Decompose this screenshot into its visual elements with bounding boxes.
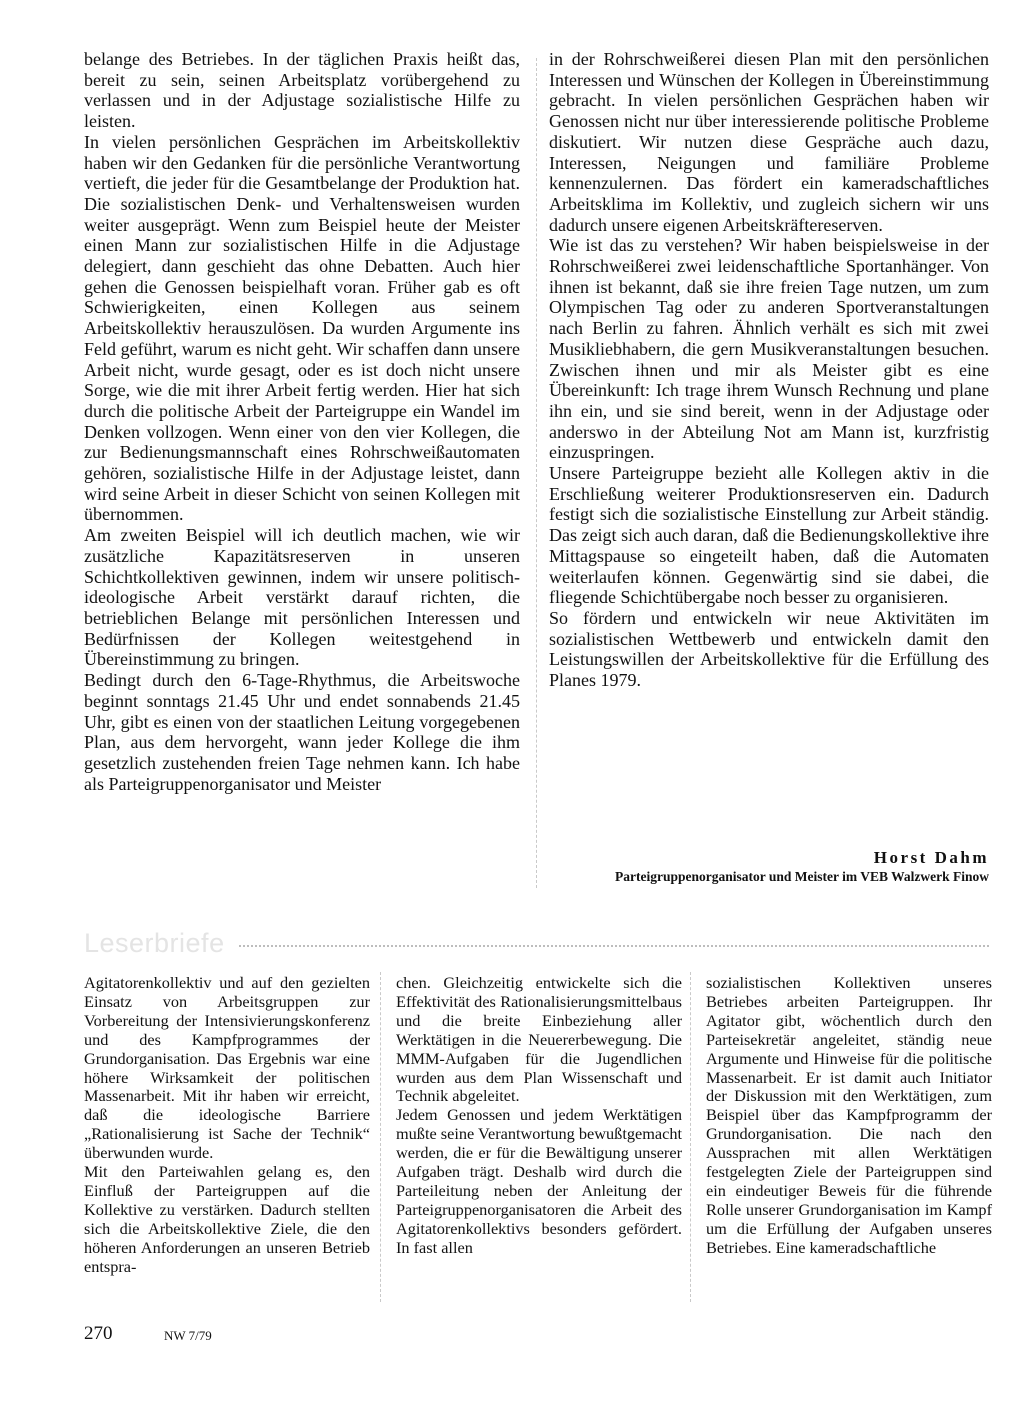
letters-column-1 (84, 974, 370, 1277)
section-title: Leserbriefe (84, 928, 225, 958)
column-divider (690, 972, 691, 1302)
author-name: Horst Dahm (873, 848, 989, 867)
article-column-left (84, 49, 520, 794)
paragraph: belange des Betriebes. In der täglichen Praxis heißt das, bereit zu sein, seinen Arbeitsplatz vorübergehend zu verlassen und in der Adjustage sozialistische Hilfe zu leisten. (84, 49, 520, 132)
page-number: 270 (84, 1323, 113, 1344)
letters-column-3 (706, 974, 992, 1258)
letters-column-2 (396, 974, 682, 1258)
paragraph: So fördern und entwickeln wir neue Aktivitäten im sozialistischen Wettbewerb und entwickeln damit den Leistungswillen der Arbeitskollektive für die Erfüllung des Planes 1979. (549, 607, 989, 691)
author-signature (549, 848, 989, 885)
article-column-right (549, 49, 989, 691)
paragraph: Agitatorenkollektiv und auf den gezielten Einsatz von Arbeitsgruppen zur Vorbereitung der Intensivierungskonferenz und des Kampfprogrammes der Grundorganisation. Das Ergebnis war eine höhere Wirksamkeit der politischen Massenarbeit. Mit ihr haben wir erreicht, daß die ideologische Barriere „Rationalisierung ist Sache der Technik“ überwunden wurde. (84, 973, 370, 1163)
author-title: Parteigruppenorganisator und Meister im VEB Walzwerk Finow (615, 869, 989, 884)
column-divider (380, 972, 381, 1302)
letters-section-header (84, 928, 989, 958)
column-divider (536, 58, 537, 888)
paragraph: in der Rohrschweißerei diesen Plan mit den persönlichen Interessen und Wünschen der Kollegen in Übereinstimmung gebracht. In vielen persönlichen Gesprächen haben wir Genossen nicht nur über interessierende politische Probleme diskutiert. Wir nutzen diese Gespräche auch dazu, Interessen, Neigungen und familiäre Probleme kennenzulernen. Das fördert ein kameradschaftliches Arbeitsklima im Kollektiv, und zugleich sichern wir uns dadurch unsere eigenen Arbeitskräftereserven. (549, 49, 989, 235)
paragraph: Am zweiten Beispiel will ich deutlich machen, wie wir zusätzliche Kapazitätsreserven in unseren Schichtkollektiven gewinnen, indem wir unsere politisch-ideologische Arbeit verstärkt darauf richten, die betrieblichen Belange mit persönlichen Interessen und Bedürfnissen der Kollegen weitestgehend in Übereinstimmung zu bringen. (84, 525, 520, 670)
paragraph: Jedem Genossen und jedem Werktätigen mußte seine Verantwortung bewußtgemacht werden, die er für die Bewältigung unserer Aufgaben trägt. Deshalb wird durch die Parteileitung neben der Anleitung der Parteigruppenorganisatoren die Arbeit des Agitatorenkollektivs besonders gefördert. In fast allen (396, 1105, 682, 1257)
paragraph: sozialistischen Kollektiven unseres Betriebes arbeiten Parteigruppen. Ihr Agitator gibt, wöchentlich durch den Parteisekretär angeleitet, ständig neue Argumente und Hinweise für die politische Massenarbeit. Er ist damit auch Initiator der Diskussion mit den Werktätigen, zum Beispiel über das Kampfprogramm der Grundorganisation. Die nach den Aussprachen mit allen Werktätigen festgelegten Ziele der Parteigruppen sind ein eindeutiger Beweis für die führende Rolle unserer Grundorganisation im Kampf um die Erfüllung der Aufgaben unseres Betriebes. Eine kameradschaftliche (706, 973, 992, 1257)
section-divider (239, 945, 989, 947)
paragraph: Bedingt durch den 6-Tage-Rhythmus, die Arbeitswoche beginnt sonntags 21.45 Uhr und endet sonnabends 21.45 Uhr, gibt es einen von der staatlichen Leitung vorgegebenen Plan, aus dem hervorgeht, wann jeder Kollege die ihm gesetzlich zustehenden freien Tage nehmen kann. Ich habe als Parteigruppenorganisator und Meister (84, 670, 520, 794)
issue-label: NW 7/79 (164, 1328, 212, 1343)
paragraph: In vielen persönlichen Gesprächen im Arbeitskollektiv haben wir den Gedanken für die persönliche Verantwortung vertieft, die jeder für die Gesamtbelange der Produktion hat. Die sozialistischen Denk- und Verhaltensweisen wurden weiter ausgeprägt. Wenn zum Beispiel heute der Meister einen Mann zur sozialistischen Hilfe in die Adjustage delegiert, dann geschieht das ohne Debatten. Auch hier gehen die Genossen beispielhaft voran. Früher gab es oft Schwierigkeiten, einen Kollegen aus seinem Arbeitskollektiv herauszulösen. Da wurden Argumente ins Feld geführt, warum es nicht geht. Wir schaffen dann unsere Arbeit nicht, wurde gesagt, oder es ist doch nicht unsere Sorge, wie die mit ihrer Arbeit fertig werden. Hier hat sich durch die politische Arbeit der Parteigruppe ein Wandel im Denken vollzogen. Wenn einer von den vier Kollegen, die zur Bedienungsmannschaft eines Rohrschweißautomaten gehören, sozialistische Hilfe in der Adjustage leistet, dann wird seine Arbeit in dieser Schicht von seinen Kollegen mit übernommen. (84, 131, 520, 525)
paragraph: Wie ist das zu verstehen? Wir haben beispielsweise in der Rohrschweißerei zwei leidenschaftliche Sportanhänger. Von ihnen ist bekannt, daß sie ihre freien Tage nutzen, um zum Olympischen Tag oder zu anderen Sportveranstaltungen nach Berlin zu fahren. Ähnlich verhält es sich mit zwei Musikliebhabern, die gern Musikveranstaltungen besuchen. Zwischen ihnen und mir als Meister gibt es eine Übereinkunft: Ich trage ihrem Wunsch Rechnung und plane ihn ein, und sie sind bereit, wenn in der Adjustage oder anderswo in der Abteilung Not am Mann ist, kurzfristig einzuspringen. (549, 235, 989, 463)
paragraph: Mit den Parteiwahlen gelang es, den Einfluß der Parteigruppen auf die Kollektive zu verstärken. Dadurch stellten sich die Arbeitskollektive Ziele, die den höheren Anforderungen an unseren Betrieb entspra- (84, 1162, 370, 1276)
paragraph: chen. Gleichzeitig entwickelte sich die Effektivität des Rationalisierungsmittelbaus und die breite Einbeziehung aller Werktätigen in die Neuererbewegung. Die MMM-Aufgaben für die Jugendlichen wurden aus dem Plan Wissenschaft und Technik abgeleitet. (396, 973, 682, 1106)
paragraph: Unsere Parteigruppe bezieht alle Kollegen aktiv in die Erschließung weiterer Produktionsreserven ein. Dadurch festigt sich die sozialistische Einstellung zur Arbeit ständig. Das zeigt sich auch daran, daß die Bedienungskollektive ihre Mittagspause so eingeteilt haben, daß die Automaten weiterlaufen können. Gegenwärtig sind sie dabei, die fliegende Schichtübergabe noch besser zu organisieren. (549, 463, 989, 608)
